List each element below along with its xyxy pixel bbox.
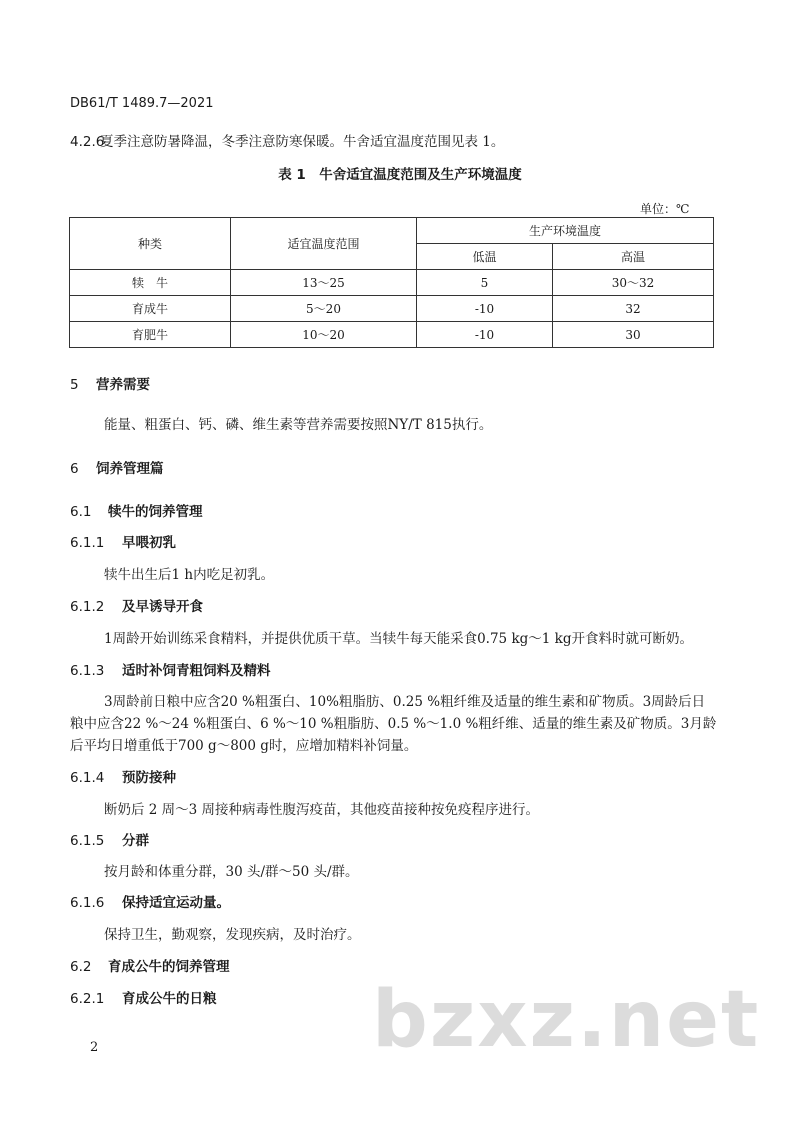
section-6-1-4-heading xyxy=(70,766,176,786)
section-number: 6.1.2 xyxy=(70,599,105,615)
section-6-1-2-heading xyxy=(70,595,203,615)
section-title: 营养需要 xyxy=(96,377,150,393)
standard-code: DB61/T 1489.7—2021 xyxy=(70,96,214,111)
section-6-1-3-line: 后平均日增重低于700 g～800 g时，应增加精料补饲量。 xyxy=(70,738,418,754)
section-6-2-heading xyxy=(70,955,230,975)
cell-high: 32 xyxy=(553,296,714,322)
temperature-table xyxy=(69,217,714,348)
clause-number: 4.2.6 xyxy=(70,134,105,150)
section-title: 犊牛的饲养管理 xyxy=(108,504,203,520)
cell-high: 30 xyxy=(553,322,714,348)
cell-range: 5～20 xyxy=(231,296,417,322)
section-number: 6 xyxy=(70,461,79,477)
section-6-1-3-line: 3周龄前日粮中应含20 %粗蛋白、10%粗脂肪、0.25 %粗纤维及适量的维生素和矿物质。3周龄后日 xyxy=(104,694,706,710)
section-title: 早喂初乳 xyxy=(122,535,176,551)
section-5-heading xyxy=(70,373,150,393)
section-number: 6.1.1 xyxy=(70,535,105,551)
table-row xyxy=(70,322,714,348)
section-6-1-5-heading xyxy=(70,829,149,849)
cell-type: 育成牛 xyxy=(70,296,231,322)
header-range: 适宜温度范围 xyxy=(231,218,417,270)
table-row xyxy=(70,270,714,296)
cell-low: -10 xyxy=(417,322,553,348)
section-6-1-1-heading xyxy=(70,531,176,551)
cell-type: 育肥牛 xyxy=(70,322,231,348)
table-row xyxy=(70,296,714,322)
section-title: 保持适宜运动量。 xyxy=(122,895,230,911)
section-number: 5 xyxy=(70,377,79,393)
section-6-1-1-text: 犊牛出生后1 h内吃足初乳。 xyxy=(104,567,275,583)
section-number: 6.1.6 xyxy=(70,895,105,911)
section-number: 6.1.4 xyxy=(70,770,105,786)
section-6-1-2-text: 1周龄开始训练采食精料，并提供优质干草。当犊牛每天能采食0.75 kg～1 kg开食料时就可断奶。 xyxy=(104,631,693,647)
section-6-1-6-heading xyxy=(70,891,230,911)
cell-type: 犊 牛 xyxy=(70,270,231,296)
table-unit: 单位：℃ xyxy=(640,202,690,216)
page-number: 2 xyxy=(90,1040,99,1055)
cell-low: 5 xyxy=(417,270,553,296)
section-number: 6.1 xyxy=(70,504,92,520)
clause-4-2-6 xyxy=(70,130,504,150)
watermark: bzxz.net xyxy=(372,975,761,1065)
section-title: 及早诱导开食 xyxy=(122,599,203,615)
section-title: 育成公牛的日粮 xyxy=(122,991,217,1007)
section-title: 育成公牛的饲养管理 xyxy=(108,959,230,975)
section-number: 6.1.5 xyxy=(70,833,105,849)
header-type: 种类 xyxy=(70,218,231,270)
cell-low: -10 xyxy=(417,296,553,322)
cell-range: 10～20 xyxy=(231,322,417,348)
section-6-heading xyxy=(70,457,164,477)
section-6-1-3-line: 粮中应含22 %～24 %粗蛋白、6 %～10 %粗脂肪、0.5 %～1.0 %粗纤维、适量的维生素及矿物质。3月龄 xyxy=(70,716,717,732)
section-6-1-heading xyxy=(70,500,203,520)
section-number: 6.1.3 xyxy=(70,663,105,679)
section-title: 分群 xyxy=(122,833,149,849)
section-6-1-5-text: 按月龄和体重分群，30 头/群～50 头/群。 xyxy=(104,864,359,880)
header-high: 高温 xyxy=(553,244,714,270)
section-6-2-1-heading xyxy=(70,987,217,1007)
cell-range: 13～25 xyxy=(231,270,417,296)
header-env: 生产环境温度 xyxy=(417,218,714,244)
clause-text: 夏季注意防暑降温，冬季注意防寒保暖。牛舍适宜温度范围见表 1。 xyxy=(100,134,505,150)
table-caption: 表 1 牛舍适宜温度范围及生产环境温度 xyxy=(278,167,522,183)
section-5-text: 能量、粗蛋白、钙、磷、维生素等营养需要按照NY/T 815执行。 xyxy=(104,417,493,433)
section-title: 饲养管理篇 xyxy=(96,461,164,477)
section-number: 6.2 xyxy=(70,959,92,975)
section-6-1-4-text: 断奶后 2 周～3 周接种病毒性腹泻疫苗，其他疫苗接种按免疫程序进行。 xyxy=(104,802,540,818)
section-title: 适时补饲青粗饲料及精料 xyxy=(122,663,271,679)
section-title: 预防接种 xyxy=(122,770,176,786)
section-6-1-6-text: 保持卫生，勤观察，发现疾病，及时治疗。 xyxy=(104,927,361,943)
header-low: 低温 xyxy=(417,244,553,270)
section-6-1-3-heading xyxy=(70,659,271,679)
section-number: 6.2.1 xyxy=(70,991,105,1007)
cell-high: 30～32 xyxy=(553,270,714,296)
